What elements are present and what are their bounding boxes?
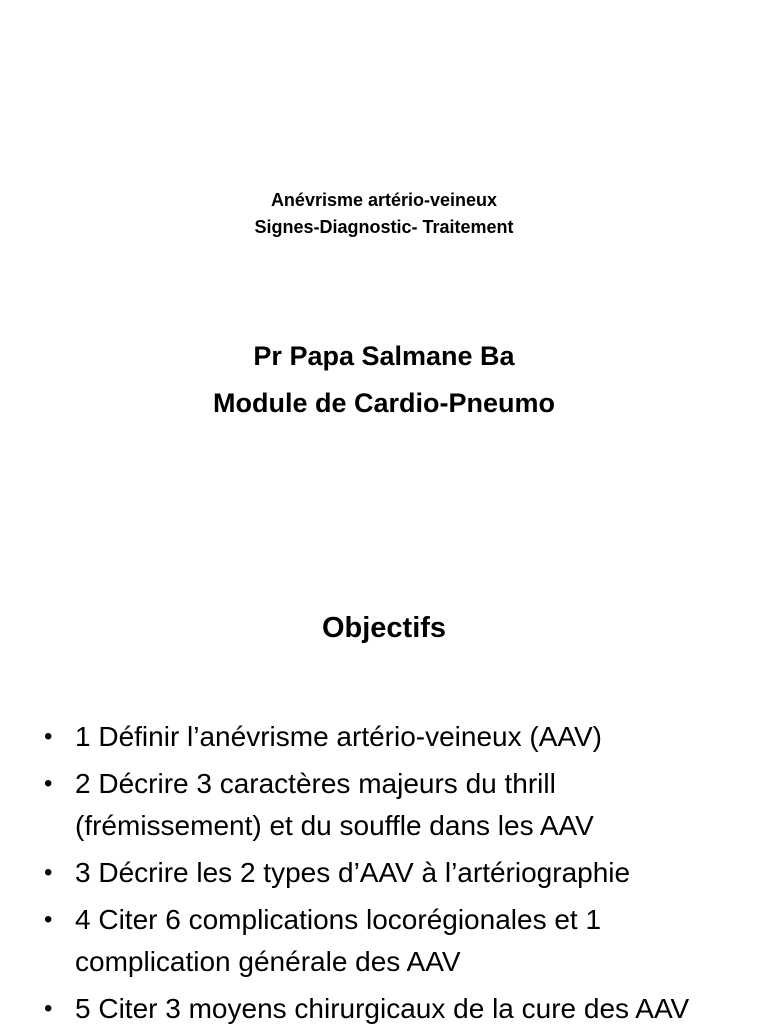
- objective-item: [0, 852, 768, 894]
- objective-text: 5 Citer 3 moyens chirurgicaux de la cure des AAV: [75, 993, 690, 1024]
- objective-text: 1 Définir l’anévrisme artério-veineux (AAV): [75, 721, 602, 752]
- objective-item: [0, 899, 768, 983]
- slide-title-line-2: Signes-Diagnostic- Traitement: [254, 217, 514, 237]
- section-title: Objectifs: [321, 612, 447, 644]
- objective-text: 4 Citer 6 complications locorégionales et 1: [75, 904, 602, 935]
- bullet-icon: •: [44, 770, 53, 797]
- objective-text: complication générale des AAV: [75, 946, 461, 977]
- author-block: [0, 333, 768, 427]
- objective-item: [0, 763, 768, 847]
- bullet-icon: •: [44, 906, 53, 933]
- objective-text: (frémissement) et du souffle dans les AAV: [75, 810, 594, 841]
- bullet-icon: •: [44, 723, 53, 750]
- bullet-icon: •: [44, 859, 53, 886]
- author-name: Pr Papa Salmane Ba: [253, 341, 515, 371]
- objective-text: 3 Décrire les 2 types d’AAV à l’artériographie: [75, 857, 631, 888]
- objective-text: 2 Décrire 3 caractères majeurs du thrill: [75, 768, 556, 799]
- slide-title-line-1: Anévrisme artério-veineux: [270, 190, 498, 210]
- slide-title: [0, 187, 768, 241]
- module-name: Module de Cardio-Pneumo: [212, 388, 555, 418]
- bullet-icon: •: [44, 995, 53, 1022]
- objective-item: [0, 716, 768, 758]
- objectives-list: [0, 716, 768, 1035]
